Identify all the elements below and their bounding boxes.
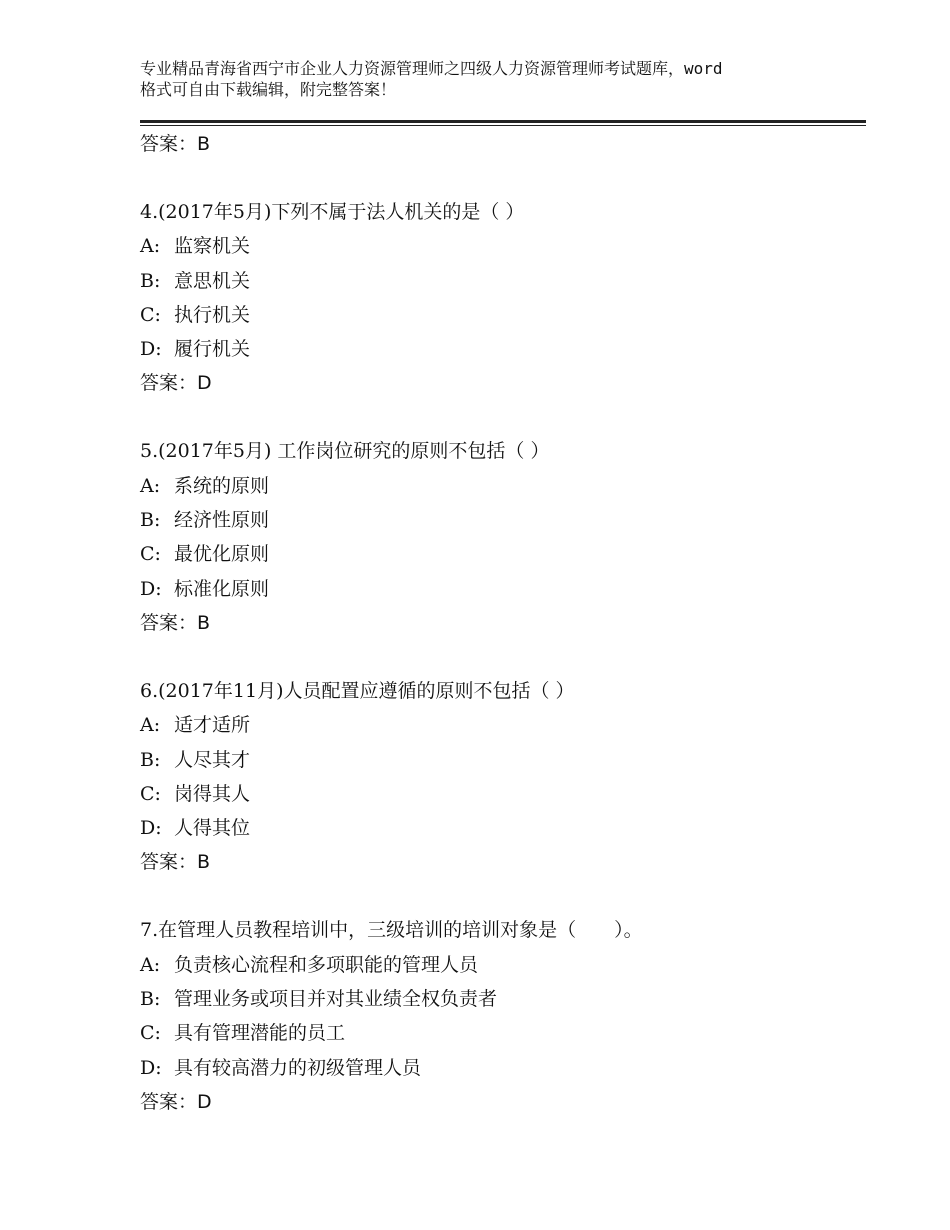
option-text: 负责核心流程和多项职能的管理人员 — [174, 953, 479, 976]
option-c — [140, 1016, 866, 1050]
option-letter: B: — [140, 748, 161, 771]
option-text: 岗得其人 — [174, 782, 251, 805]
option-text: 标准化原则 — [174, 577, 270, 600]
option-letter: A: — [140, 235, 161, 258]
question-list — [140, 127, 866, 1119]
option-letter: A: — [140, 953, 161, 976]
option-letter: C: — [140, 782, 161, 805]
option-text: 系统的原则 — [174, 474, 270, 497]
option-text: 经济性原则 — [174, 509, 270, 532]
question-stem: 7.在管理人员教程培训中，三级培训的培训对象是（ ）。 — [140, 919, 643, 942]
option-c — [140, 537, 866, 571]
option-a — [140, 229, 866, 263]
answer-line: 答案：D — [140, 1090, 212, 1113]
option-letter: A: — [140, 474, 161, 497]
option-letter: B: — [140, 988, 161, 1011]
option-c — [140, 298, 866, 332]
option-letter: D: — [140, 338, 162, 361]
option-letter: D: — [140, 817, 162, 840]
option-letter: C: — [140, 1022, 161, 1045]
option-text: 人得其位 — [174, 817, 251, 840]
option-letter: D: — [140, 577, 162, 600]
document-header — [140, 58, 840, 100]
question-stem: 5.(2017年5月) 工作岗位研究的原则不包括（ ） — [140, 440, 550, 463]
header-divider-thick — [140, 120, 866, 123]
question-item — [140, 913, 866, 1118]
header-line-1: 专业精品青海省西宁市企业人力资源管理师之四级人力资源管理师考试题库，word — [140, 59, 723, 78]
option-d — [140, 332, 866, 366]
option-b — [140, 264, 866, 298]
header-line-2: 格式可自由下载编辑，附完整答案！ — [140, 80, 397, 99]
option-letter: D: — [140, 1056, 162, 1079]
option-a — [140, 708, 866, 742]
answer-line: 答案：D — [140, 372, 212, 395]
option-text: 监察机关 — [174, 235, 251, 258]
question-item — [140, 434, 866, 639]
option-text: 执行机关 — [174, 303, 251, 326]
option-c — [140, 777, 866, 811]
option-letter: C: — [140, 303, 161, 326]
option-b — [140, 982, 866, 1016]
option-d — [140, 572, 866, 606]
question-item — [140, 195, 866, 400]
option-letter: A: — [140, 714, 161, 737]
option-text: 具有较高潜力的初级管理人员 — [174, 1056, 422, 1079]
option-b — [140, 743, 866, 777]
option-text: 具有管理潜能的员工 — [174, 1022, 346, 1045]
option-d — [140, 811, 866, 845]
option-letter: B: — [140, 269, 161, 292]
option-text: 意思机关 — [174, 269, 251, 292]
option-text: 管理业务或项目并对其业绩全权负责者 — [174, 988, 498, 1011]
option-d — [140, 1051, 866, 1085]
question-item — [140, 674, 866, 879]
answer-line: 答案：B — [140, 851, 211, 874]
question-stem: 4.(2017年5月)下列不属于法人机关的是（ ） — [140, 201, 525, 223]
option-b — [140, 503, 866, 537]
option-text: 人尽其才 — [174, 748, 251, 771]
option-text: 最优化原则 — [174, 543, 270, 566]
question-stem: 6.(2017年11月)人员配置应遵循的原则不包括（ ） — [140, 679, 575, 702]
answer-line: 答案：B — [140, 133, 211, 155]
header-divider-thin — [140, 125, 866, 126]
option-text: 适才适所 — [174, 714, 251, 737]
option-text: 履行机关 — [174, 338, 251, 361]
option-a — [140, 469, 866, 503]
answer-line: 答案：B — [140, 611, 211, 634]
option-letter: B: — [140, 509, 161, 532]
option-letter: C: — [140, 543, 161, 566]
option-a — [140, 948, 866, 982]
